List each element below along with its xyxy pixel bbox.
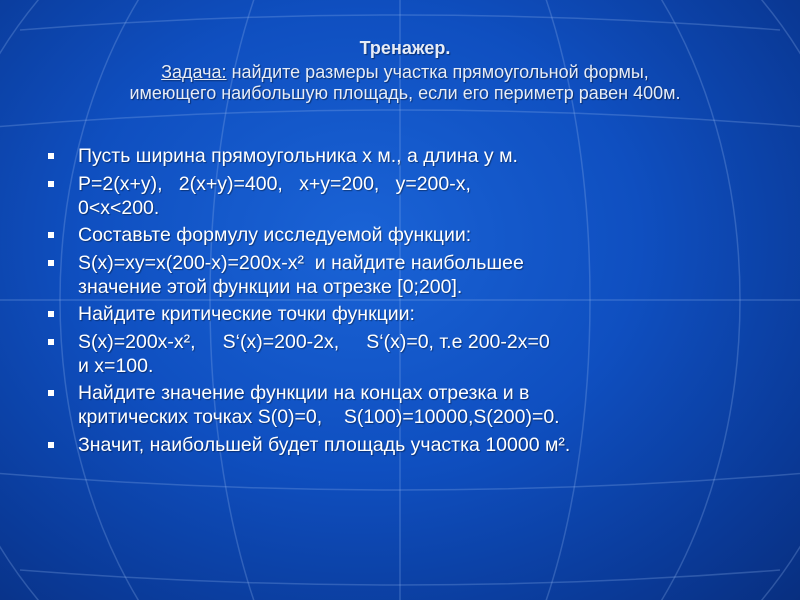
square-bullet-icon — [48, 442, 54, 448]
square-bullet-icon — [48, 311, 54, 317]
slide-title: Тренажер. — [359, 38, 451, 58]
bullet-line: Пусть ширина прямоугольника х м., а длина у м. — [78, 145, 518, 167]
bullet-line: Составьте формулу исследуемой функции: — [78, 224, 472, 246]
task-text-2: имеющего наибольшую площадь, если его периметр равен 400м. — [129, 83, 681, 103]
bullet-line: критических точках S(0)=0, S(100)=10000,S(200)=0. — [78, 406, 560, 428]
slide-header — [20, 38, 790, 104]
task-text-1: найдите размеры участка прямоугольной формы, — [226, 62, 649, 82]
bullet-item-compose-formula — [48, 223, 763, 247]
bullet-line: Найдите значение функции на концах отрезка и в — [78, 382, 530, 404]
bullet-list — [48, 144, 763, 460]
bullet-item-critical-points — [48, 302, 763, 326]
bullet-item-endpoint-values — [48, 381, 763, 429]
square-bullet-icon — [48, 260, 54, 266]
square-bullet-icon — [48, 232, 54, 238]
bullet-item-derivative — [48, 330, 763, 378]
bullet-item-conclusion — [48, 433, 763, 457]
bullet-line: Р=2(х+у), 2(х+у)=400, х+у=200, у=200-х, — [78, 172, 471, 195]
bullet-item-perimeter — [48, 172, 763, 220]
bullet-line: и x=100. — [78, 354, 154, 377]
bullet-line: Значит, наибольшей будет площадь участка 10000 м². — [78, 433, 571, 456]
bullet-line: S(x)=xy=x(200-x)=200x-x² и найдите наибольшее — [78, 251, 524, 274]
bullet-line: значение этой функции на отрезке [0;200]. — [78, 275, 463, 298]
task-label: Задача: — [161, 62, 227, 82]
bullet-line: 0<х<200. — [78, 196, 160, 219]
bullet-line: S(x)=200x-x², S‘(x)=200-2x, S‘(x)=0, т.е 200-2x=0 — [78, 330, 550, 353]
bullet-item-area-function — [48, 251, 763, 299]
bullet-item-width-definition — [48, 144, 763, 168]
square-bullet-icon — [48, 181, 54, 187]
bullet-line: Найдите критические точки функции: — [78, 303, 415, 325]
square-bullet-icon — [48, 339, 54, 345]
task-line-1 — [161, 62, 649, 82]
square-bullet-icon — [48, 153, 54, 159]
square-bullet-icon — [48, 390, 54, 396]
